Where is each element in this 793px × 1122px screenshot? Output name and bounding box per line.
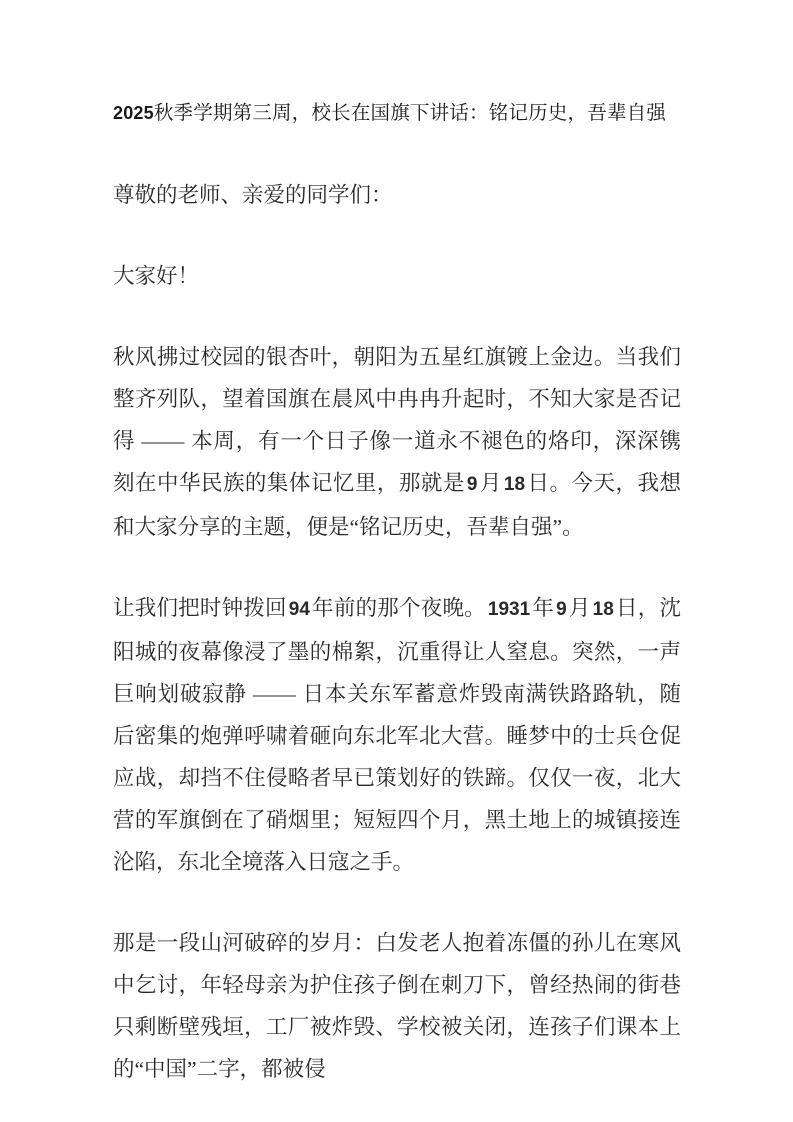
spacer-after-title bbox=[113, 135, 681, 174]
salutation-line: 尊敬的老师、亲爱的同学们： bbox=[113, 183, 393, 207]
paragraph-2: 让我们把时钟拨回 94年前的那个夜晚。 1931年 9月 18日，沈阳城的夜幕像浸了墨的棉絮，沉重得让人窒息。突然，一声巨响划破寂静 —— 日本关东军蓄意炸毁南满铁路路轨，随后密集的炮弹呼啸着砸向东北军北大营。睡梦中的士兵仓促应战，却挡不住侵略者早已策划好的铁蹄。仅仅一夜，北大营的军旗倒在了硝烟里；短短四个月，黑土地上的城镇接连沦陷，东北全境落入日寇之手。 bbox=[113, 596, 681, 874]
spacer-after-salutation bbox=[113, 216, 681, 255]
inline-number: 9 bbox=[466, 474, 478, 495]
inline-number: 9 bbox=[556, 599, 567, 620]
greeting-line: 大家好！ bbox=[113, 264, 200, 288]
em-dash: —— bbox=[141, 429, 185, 453]
inline-number: 1931 bbox=[487, 599, 531, 620]
document-title-text: 秋季学期第三周，校长在国旗下讲话：铭记历史，吾辈自强 bbox=[153, 103, 667, 124]
inline-number: 18 bbox=[503, 474, 526, 495]
spacer-after-greeting bbox=[113, 297, 681, 336]
spacer-between-paragraph-2-3 bbox=[113, 883, 681, 922]
document-text-column bbox=[113, 92, 681, 1090]
inline-number: 94 bbox=[288, 599, 310, 620]
document-title bbox=[113, 92, 681, 135]
document-title-year: 2025 bbox=[113, 103, 154, 123]
inline-number: 18 bbox=[592, 599, 614, 620]
paragraph-3: 那是一段山河破碎的岁月：白发老人抱着冻僵的孙儿在寒风中乞讨，年轻母亲为护住孩子倒在刺刀下，曾经热闹的街巷只剩断壁残垣，工厂被炸毁、学校被关闭，连孩子们课本上的“中国”二字，都被侵 bbox=[113, 931, 681, 1081]
paragraph-1: 秋风拂过校园的银杏叶，朝阳为五星红旗镀上金边。当我们整齐列队，望着国旗在晨风中冉冉升起时，不知大家是否记得 —— 本周，有一个日子像一道永不褪色的烙印，深深镌刻在中华民族的集体记忆里，那就是 9月 18日。今天，我想和大家分享的主题，便是“铭记历史，吾辈自强”。 bbox=[113, 345, 681, 539]
spacer-between-paragraph-1-2 bbox=[113, 548, 681, 587]
em-dash: —— bbox=[252, 682, 296, 706]
